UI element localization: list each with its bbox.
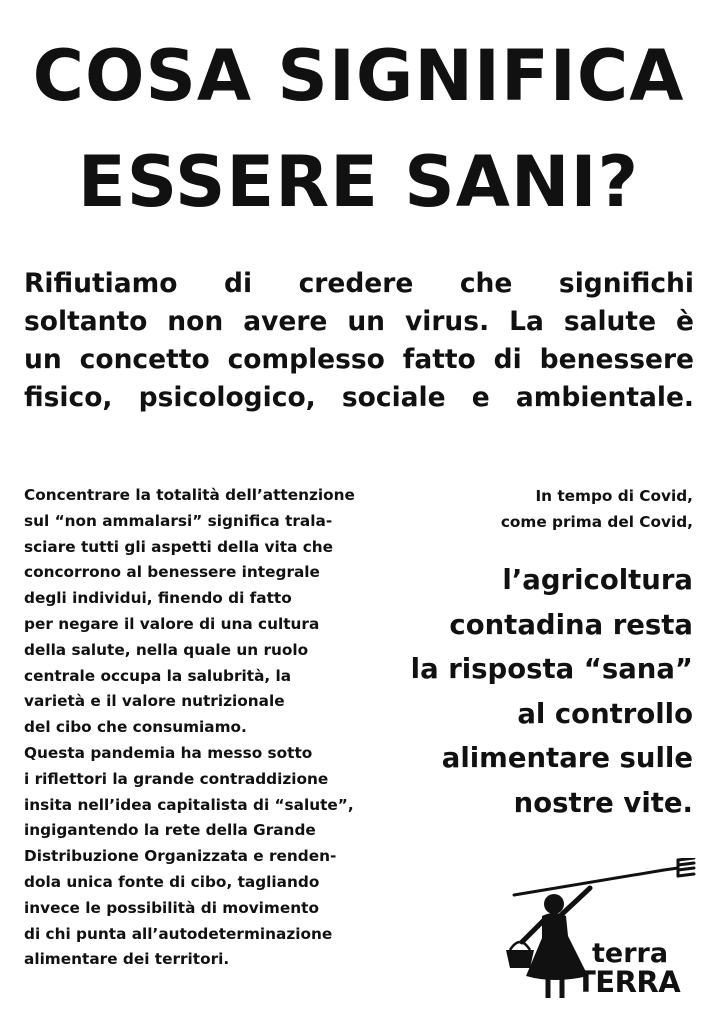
title-line-1: COSA SIGNIFICA bbox=[32, 35, 685, 117]
subtitle-line: Rifiutiamo di credere che significhi bbox=[24, 268, 694, 299]
body-line: invece le possibilità di movimento bbox=[24, 898, 319, 917]
body-line: alimentare dei territori. bbox=[24, 950, 230, 969]
subtitle-line: soltanto non avere un virus. La salute è bbox=[24, 306, 694, 337]
body-text-column bbox=[24, 483, 404, 973]
body-line: centrale occupa la salubrità, la bbox=[24, 666, 292, 685]
body-line: varietà e il valore nutrizionale bbox=[24, 692, 285, 711]
body-line: sciare tutti gli aspetti della vita che bbox=[24, 537, 334, 556]
covid-intro bbox=[393, 484, 693, 536]
body-line: di chi punta all’autodeterminazione bbox=[24, 924, 333, 943]
highlight-line: l’agricoltura bbox=[502, 564, 693, 596]
body-line: insita nell’idea capitalista di “salute”, bbox=[24, 795, 354, 814]
body-line: della salute, nella quale un ruolo bbox=[24, 640, 309, 659]
highlight-line: contadina resta bbox=[449, 608, 693, 641]
subtitle-line: un concetto complesso fatto di benessere bbox=[24, 344, 694, 375]
subtitle bbox=[24, 265, 694, 417]
logo-word-TERRA: TERRA bbox=[576, 965, 681, 999]
body-line: degli individui, finendo di fatto bbox=[24, 589, 292, 608]
body-line: per negare il valore di una cultura bbox=[24, 614, 320, 633]
body-line: concorrono al benessere integrale bbox=[24, 563, 320, 582]
body-line: ingigantendo la rete della Grande bbox=[24, 821, 316, 840]
logo-word-terra: terra bbox=[592, 938, 669, 969]
covid-intro-line: In tempo di Covid, bbox=[535, 487, 693, 505]
highlight-line: al controllo bbox=[517, 697, 693, 730]
body-line: dola unica fonte di cibo, tagliando bbox=[24, 872, 320, 891]
body-line: Distribuzione Organizzata e renden- bbox=[24, 847, 337, 866]
covid-intro-line: come prima del Covid, bbox=[500, 512, 693, 531]
body-line: i riflettori la grande contraddizione bbox=[24, 769, 329, 788]
highlight-statement bbox=[353, 558, 693, 825]
body-line: Concentrare la totalità dell’attenzione bbox=[24, 486, 355, 504]
title-line-2: ESSERE SANI? bbox=[77, 141, 640, 223]
highlight-line: la risposta “sana” bbox=[410, 653, 693, 685]
subtitle-line: fisico, psicologico, sociale e ambientale. bbox=[24, 382, 694, 413]
body-line: del cibo che consumiamo. bbox=[24, 718, 247, 737]
highlight-line: alimentare sulle bbox=[441, 742, 693, 774]
body-line: sul “non ammalarsi” significa trala- bbox=[24, 511, 333, 530]
highlight-line: nostre vite. bbox=[513, 786, 693, 819]
body-line: Questa pandemia ha messo sotto bbox=[24, 743, 313, 762]
